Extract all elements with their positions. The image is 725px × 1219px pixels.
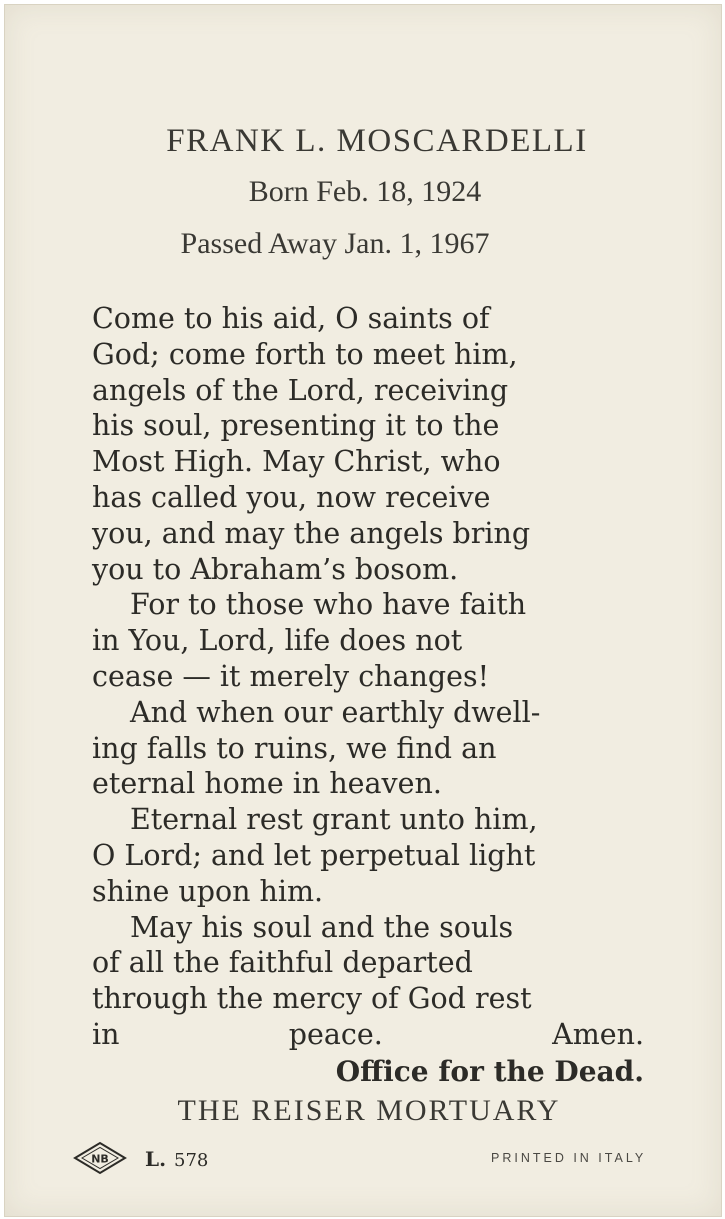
prayer-line: cease — it merely changes! <box>92 659 490 693</box>
prayer-line: ing falls to ruins, we find an <box>92 731 497 765</box>
prayer-line: May his soul and the souls <box>130 910 514 944</box>
logo-text: NB <box>91 1152 109 1166</box>
prayer-line: through the mercy of God rest <box>92 982 532 1016</box>
prayer-line: eternal home in heaven. <box>92 767 442 801</box>
prayer-line: For to those who have faith <box>130 588 527 622</box>
prayer-line: his soul, presenting it to the <box>92 409 500 443</box>
prayer-text <box>92 301 644 1053</box>
catalog-code <box>145 1147 208 1171</box>
office-attribution: Office for the Dead. <box>335 1055 644 1088</box>
nb-logo-icon <box>73 1141 127 1175</box>
prayer-line: O Lord; and let perpetual light <box>92 838 536 872</box>
prayer-line: in You, Lord, life does not <box>92 624 463 658</box>
prayer-line: angels of the Lord, receiving <box>92 373 509 407</box>
prayer-line: of all the faithful departed <box>92 946 473 980</box>
prayer-line: Eternal rest grant unto him, <box>130 803 538 837</box>
catalog-number: 578 <box>174 1150 209 1171</box>
amen: Amen. <box>552 1017 644 1051</box>
prayer-closing-line <box>92 1017 644 1053</box>
prayer-line: you to Abraham’s bosom. <box>92 552 459 586</box>
prayer-line: And when our earthly dwell- <box>130 695 541 729</box>
catalog-letter: L. <box>145 1147 167 1171</box>
prayer-line: has called you, now receive <box>92 480 491 514</box>
birth-date: Born Feb. 18, 1924 <box>248 175 482 208</box>
deceased-name: FRANK L. MOSCARDELLI <box>166 123 588 159</box>
printed-in-label: PRINTED IN ITALY <box>491 1151 647 1165</box>
death-date: Passed Away Jan. 1, 1967 <box>180 227 490 260</box>
mortuary-name: THE REISER MORTUARY <box>177 1094 561 1127</box>
memorial-card <box>4 4 722 1217</box>
prayer-line: Come to his aid, O saints of <box>92 302 490 335</box>
prayer-line: God; come forth to meet him, <box>92 337 518 371</box>
prayer-line: you, and may the angels bring <box>92 516 531 550</box>
prayer-closing: in peace. <box>92 1017 383 1051</box>
prayer-line: Most High. May Christ, who <box>92 445 501 479</box>
prayer-line: shine upon him. <box>92 874 324 908</box>
